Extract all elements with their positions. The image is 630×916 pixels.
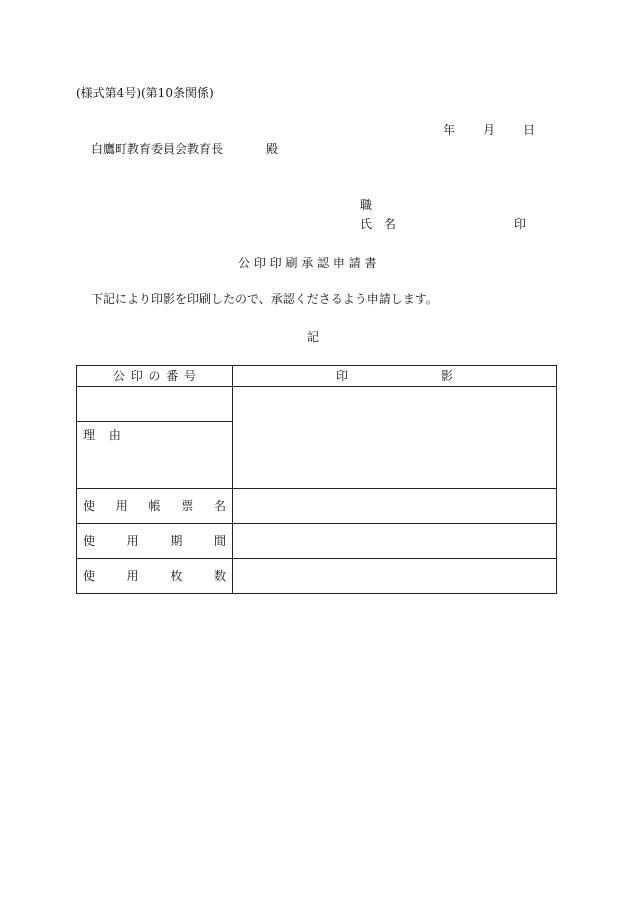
label-char: 用	[126, 569, 139, 583]
header-seal-number-text	[77, 366, 232, 386]
date-month: 月	[483, 123, 496, 137]
addressee-honorific: 殿	[266, 142, 279, 156]
table-row	[77, 489, 557, 524]
label-char: 号	[183, 369, 196, 383]
seal-number-cell[interactable]	[77, 387, 233, 422]
header-seal-impression-text	[233, 366, 556, 386]
seal-impression-cell[interactable]	[233, 387, 557, 489]
label-char: 数	[213, 569, 226, 583]
applicant-position: 職	[360, 198, 373, 212]
label-char: 名	[213, 499, 226, 513]
label-char: 間	[213, 534, 226, 548]
row-value-period[interactable]	[233, 524, 557, 559]
ki-marker: 記	[307, 330, 320, 344]
addressee-name: 白鷹町教育委員会教育長	[91, 142, 224, 156]
label-char: 用	[126, 534, 139, 548]
date-year: 年	[443, 123, 456, 137]
document-title: 公 印 印 刷 承 認 申 請 書	[238, 256, 377, 270]
label-char: 用	[115, 499, 128, 513]
label-char: 印	[336, 369, 349, 383]
header-seal-number	[77, 366, 233, 387]
label-char: 票	[181, 499, 194, 513]
form-reference: (様式第4号)(第10条関係)	[76, 86, 214, 100]
table-row	[77, 559, 557, 594]
label-char: 印	[130, 369, 143, 383]
applicant-seal: 印	[514, 217, 527, 231]
label-char: 使	[83, 534, 96, 548]
label-char: 使	[83, 569, 96, 583]
label-char: 公	[113, 369, 126, 383]
label-char: 帳	[148, 499, 161, 513]
table-header-row	[77, 366, 557, 387]
reason-label: 理 由	[83, 428, 121, 442]
header-seal-impression	[233, 366, 557, 387]
label-char: の	[148, 369, 161, 383]
application-table	[76, 365, 557, 594]
row-label-cell	[77, 489, 233, 524]
row-value-count[interactable]	[233, 559, 557, 594]
body-text: 下記により印影を印刷したので、承認くださるよう申請します。	[91, 292, 438, 306]
row-label-cell	[77, 559, 233, 594]
row-label-form-name	[77, 489, 232, 523]
date-day: 日	[523, 123, 536, 137]
date-line	[443, 123, 535, 137]
row-value-form-name[interactable]	[233, 489, 557, 524]
label-char: 期	[170, 534, 183, 548]
label-char: 枚	[170, 569, 183, 583]
label-char: 使	[83, 499, 96, 513]
row-label-count	[77, 559, 232, 593]
applicant-name-label: 氏 名	[360, 217, 396, 231]
reason-cell[interactable]	[77, 422, 233, 489]
label-char: 影	[440, 369, 453, 383]
label-char: 番	[166, 369, 179, 383]
row-label-cell	[77, 524, 233, 559]
table-row	[77, 524, 557, 559]
seal-number-row	[77, 387, 557, 422]
row-label-period	[77, 524, 232, 558]
